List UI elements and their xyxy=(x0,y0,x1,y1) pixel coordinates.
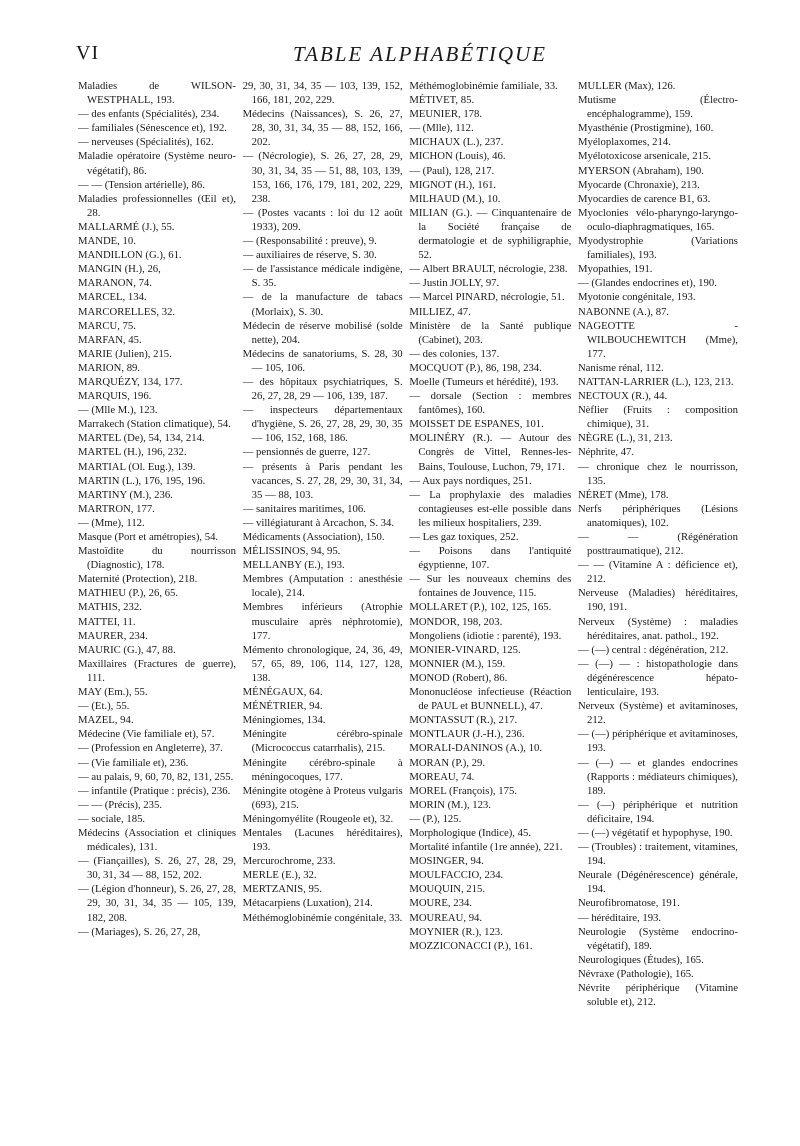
index-entry: — (—) périphérique et nutrition déficitaire, 194. xyxy=(577,798,738,825)
index-entry: — Poisons dans l'antiquité égyptienne, 107. xyxy=(409,545,572,572)
index-entry: MOSINGER, 94. xyxy=(409,855,484,868)
index-entry: — Sur les nouveaux chemins des fontaines de Jouvence, 115. xyxy=(409,573,572,600)
index-entry: — (P.), 125. xyxy=(409,812,462,825)
index-entry: Nerfs périphériques (Lésions anatomiques), 102. xyxy=(577,502,738,529)
index-entry: NÉRET (Mme), 178. xyxy=(577,488,669,501)
index-entry: MARQUIS, 196. xyxy=(78,390,152,403)
index-entry: — de la manufacture de tabacs (Morlaix), S. 30. xyxy=(242,291,403,318)
index-entry: Neurale (Dégénérescence) générale, 194. xyxy=(577,869,738,896)
index-entry: MARION, 89. xyxy=(78,361,141,374)
index-entry: Nerveux (Système) : maladies héréditaires, anat. pathol., 192. xyxy=(577,615,738,642)
index-entry: — de l'assistance médicale indigène, S. 35. xyxy=(242,263,403,290)
index-entry: MONTLAUR (J.-H.), 236. xyxy=(409,728,525,741)
index-entry: Myoclonies vélo-pharyngo-laryngo-oculo-diaphragmatiques, 165. xyxy=(577,206,738,233)
index-entry: MARCEL, 134. xyxy=(78,291,147,304)
index-entry: Médecins (Association et cliniques médicales), 131. xyxy=(78,826,236,854)
index-entry: NABONNE (A.), 87. xyxy=(577,305,670,318)
index-entry: Membres inférieurs (Atrophie musculaire après néphrotomie), 177. xyxy=(242,601,403,642)
index-entry: Myotonie congénitale, 193. xyxy=(577,291,696,304)
index-entry: — (Mlle M.), 123. xyxy=(78,404,158,417)
index-entry: — pensionnés de guerre, 127. xyxy=(242,446,371,459)
index-entry: Méningite cérébro-spinale à méningocoques, 177. xyxy=(242,756,403,783)
index-entry: MARFAN, 45. xyxy=(78,333,142,346)
index-entry: — Marcel PINARD, nécrologie, 51. xyxy=(409,291,565,304)
index-entry: MICHAUX (L.), 237. xyxy=(409,136,504,149)
index-entry: Névrite périphérique (Vitamine soluble et), 212. xyxy=(577,982,738,1009)
index-entry: MORIN (M.), 123. xyxy=(409,798,491,811)
index-entry: MONDOR, 198, 203. xyxy=(409,615,503,628)
index-entry: — Albert BRAULT, nécrologie, 238. xyxy=(409,263,568,276)
index-entry: — Aux pays nordiques, 251. xyxy=(409,474,532,487)
index-column-4 xyxy=(578,79,738,1129)
index-entry: Nanisme rénal, 112. xyxy=(577,361,664,374)
index-entry: MOUREAU, 94. xyxy=(409,911,483,924)
index-entry: MARCORELLES, 32. xyxy=(78,305,176,318)
index-entry: MARTRON, 177. xyxy=(78,502,155,515)
index-entry: Médicaments (Association), 150. xyxy=(242,531,385,543)
index-entry: — (Fiançailles), S. 26, 27, 28, 29, 30, 31, 34 — 88, 152, 202. xyxy=(78,855,236,882)
index-entry: Médecins de sanatoriums, S. 28, 30 — 105, 106. xyxy=(242,347,403,374)
index-entry: Myasthénie (Prostigmine), 160. xyxy=(577,122,714,135)
index-entry: — auxiliaires de réserve, S. 30. xyxy=(242,249,377,262)
index-entry: Méningiomes, 134. xyxy=(242,714,326,727)
index-entry: — — (Précis), 235. xyxy=(78,798,163,811)
index-entry: — (Postes vacants : loi du 12 août 1933), 209. xyxy=(242,206,403,233)
index-entry: MOZZICONACCI (P.), 161. xyxy=(409,939,533,952)
index-entry: MOLLARET (P.), 102, 125, 165. xyxy=(409,601,552,614)
index-entry: MATHIS, 232. xyxy=(78,601,142,614)
index-entry: MÉLISSINOS, 94, 95. xyxy=(242,545,341,558)
index-entry: MULLER (Max), 126. xyxy=(577,80,676,92)
index-entry: Méningite cérébro-spinale (Micrococcus catarrhalis), 215. xyxy=(242,728,403,755)
index-entry: Myéloplaxomes, 214. xyxy=(577,136,671,149)
index-entry: — inspecteurs départementaux d'hygiène, S. 26, 27, 28, 29, 30, 35 — 106, 152, 168, 186. xyxy=(242,404,403,445)
index-entry: Névraxe (Pathologie), 165. xyxy=(577,967,694,980)
index-entry: MÉNÉGAUX, 64. xyxy=(242,686,323,699)
index-entry: Membres (Amputation : anesthésie locale), 214. xyxy=(242,573,403,600)
index-entry: — (—) central : dégénération, 212. xyxy=(577,643,729,656)
index-entry: — (—) périphérique et avitaminoses, 193. xyxy=(577,728,738,755)
index-entry: NECTOUX (R.), 44. xyxy=(577,390,668,403)
index-entry: MORAN (P.), 29. xyxy=(409,756,486,769)
index-entry: MICHON (Louis), 46. xyxy=(409,150,506,163)
index-entry: MARTIN (L.), 176, 195, 196. xyxy=(78,474,206,487)
index-entry: MARTEL (H.), 196, 232. xyxy=(78,446,187,459)
index-entry: MAURIC (G.), 47, 88. xyxy=(78,643,176,656)
index-entry: — (Légion d'honneur), S. 26, 27, 28, 29, 30, 31, 34, 35 — 105, 139, 182, 208. xyxy=(78,883,236,924)
index-entry: Médecin de réserve mobilisé (solde nette), 204. xyxy=(242,319,403,346)
index-entry: Morphologique (Indice), 45. xyxy=(409,826,532,839)
index-column-3 xyxy=(409,79,571,1129)
index-column-2 xyxy=(243,79,403,1129)
index-entry: — (Mme), 112. xyxy=(78,516,145,529)
index-entry: MARTIAL (Ol. Eug.), 139. xyxy=(78,460,196,473)
index-entry: 29, 30, 31, 34, 35 — 103, 139, 152, 166, 181, 202, 229. xyxy=(242,80,403,107)
index-entry: MYERSON (Abraham), 190. xyxy=(577,164,704,177)
index-entry: Nèflier (Fruits : composition chimique), 31. xyxy=(577,404,738,431)
index-entry: MÉNÉTRIER, 94. xyxy=(242,700,323,713)
index-entry: MARCU, 75. xyxy=(78,319,136,332)
index-entry: Mercurochrome, 233. xyxy=(242,855,336,868)
index-entry: — (Profession en Angleterre), 37. xyxy=(78,742,223,755)
index-entry: — (Et.), 55. xyxy=(78,700,130,713)
index-entry: — des colonies, 137. xyxy=(409,347,500,360)
index-entry: Myocardies de carence B1, 63. xyxy=(577,192,711,205)
index-entry: MONNIER (M.), 159. xyxy=(409,657,506,670)
index-entry: Marrakech (Station climatique), 54. xyxy=(78,418,231,431)
index-entry: — familiales (Sénescence et), 192. xyxy=(78,122,227,135)
index-entry: Mutisme (Électro-encéphalogramme), 159. xyxy=(577,94,738,121)
index-entry: Neurologie (Système endocrino-végétatif), 189. xyxy=(577,925,738,952)
index-entry: Maladies de WILSON-WESTPHALL, 193. xyxy=(78,80,236,107)
index-entry: MARTINY (M.), 236. xyxy=(78,488,173,501)
index-entry: — villégiaturant à Arcachon, S. 34. xyxy=(242,516,395,529)
index-entry: Maxillaires (Fractures de guerre), 111. xyxy=(78,657,236,684)
index-entry: MILLIEZ, 47. xyxy=(409,305,471,318)
index-entry: MONOD (Robert), 86. xyxy=(409,671,508,684)
index-entry: Médecins (Naissances), S. 26, 27, 28, 30, 31, 34, 35 — 88, 152, 166, 202. xyxy=(242,108,403,149)
index-entry: MARQUÉZY, 134, 177. xyxy=(78,375,183,388)
page-title: TABLE ALPHABÉTIQUE xyxy=(293,42,547,66)
index-entry: Mongoliens (idiotie : parenté), 193. xyxy=(409,629,562,642)
index-entry: MOURE, 234. xyxy=(409,897,472,910)
index-entry: MANGIN (H.), 26, xyxy=(78,263,161,276)
index-entry: MIGNOT (H.), 161. xyxy=(409,178,497,191)
index-entry: MONIER-VINARD, 125. xyxy=(409,643,521,656)
index-entry: — chronique chez le nourrisson, 135. xyxy=(577,460,738,487)
index-entry: — (Vie familiale et), 236. xyxy=(78,756,189,769)
index-entry: MONTASSUT (R.), 217. xyxy=(409,714,518,727)
index-entry: — — (Tension artérielle), 86. xyxy=(78,178,205,191)
index-entry: MOUQUIN, 215. xyxy=(409,883,486,896)
index-entry: — nerveuses (Spécialités), 162. xyxy=(78,136,214,149)
index-entry: — (Responsabilité : preuve), 9. xyxy=(242,235,377,248)
index-columns xyxy=(78,79,738,1129)
index-entry: MAURER, 234. xyxy=(78,629,148,642)
index-entry: MOLINÉRY (R.). — Autour des Congrès de Vittel, Rennes-les-Bains, Toulouse, Luchon, 79, 171. xyxy=(409,432,572,473)
index-entry: MILIAN (G.). — Cinquantenaire de la Société française de dermatologie et de syphiligraphie, 52. xyxy=(409,206,572,262)
index-entry: Néphrite, 47. xyxy=(577,446,635,459)
index-entry: Myélotoxicose arsenicale, 215. xyxy=(577,150,711,163)
index-entry: Maladies professionnelles (Œil et), 28. xyxy=(78,192,236,219)
index-entry: Méningomyélite (Rougeole et), 32. xyxy=(242,812,394,825)
index-entry: — Justin JOLLY, 97. xyxy=(409,277,500,290)
index-entry: MOCQUOT (P.), 86, 198, 234. xyxy=(409,361,542,374)
index-entry: — héréditaire, 193. xyxy=(577,911,662,924)
index-entry: MAZEL, 94. xyxy=(78,714,134,727)
index-entry: Masque (Port et amétropies), 54. xyxy=(78,531,219,543)
index-entry: — (Mlle), 112. xyxy=(409,122,474,135)
index-entry: MARANON, 74. xyxy=(78,277,152,290)
index-entry: Maternité (Protection), 218. xyxy=(78,573,198,586)
index-entry: — — (Régénération posttraumatique), 212. xyxy=(577,531,738,558)
index-entry: MALLARMÉ (J.), 55. xyxy=(78,220,175,233)
index-entry: — (—) végétatif et hypophyse, 190. xyxy=(577,826,733,839)
index-entry: MATTEI, 11. xyxy=(78,615,136,628)
index-entry: NATTAN-LARRIER (L.), 123, 213. xyxy=(577,375,734,388)
index-entry: Neurofibromatose, 191. xyxy=(577,897,680,910)
index-entry: MOULFACCIO, 234. xyxy=(409,869,504,882)
index-entry: — (—) — et glandes endocrines (Rapports : médiateurs chimiques), 189. xyxy=(577,756,738,797)
index-entry: Mémento chronologique, 24, 36, 49, 57, 65, 89, 106, 114, 127, 128, 138. xyxy=(242,643,403,684)
index-entry: Métacarpiens (Luxation), 214. xyxy=(242,897,373,910)
index-entry: MAY (Em.), 55. xyxy=(78,686,148,699)
index-entry: — (Troubles) : traitement, vitamines, 194. xyxy=(577,841,738,868)
index-entry: Myopathies, 191. xyxy=(577,263,653,276)
index-entry: — présents à Paris pendant les vacances, S. 27, 28, 29, 30, 31, 34, 35 — 88, 103. xyxy=(242,460,403,501)
index-entry: MILHAUD (M.), 10. xyxy=(409,192,501,205)
index-entry: — dorsale (Section : membres fantômes), 160. xyxy=(409,390,572,417)
index-entry: — sanitaires maritimes, 106. xyxy=(242,502,366,515)
index-entry: MERLE (E.), 32. xyxy=(242,869,317,882)
index-entry: MANDILLON (G.), 61. xyxy=(78,249,182,262)
index-entry: Maladie opératoire (Système neuro-végétatif), 86. xyxy=(78,150,236,177)
index-entry: MOYNIER (R.), 123. xyxy=(409,925,503,938)
index-entry: Ministère de la Santé publique (Cabinet), 203. xyxy=(409,319,572,346)
index-entry: Mononucléose infectieuse (Réaction de PAUL et BUNNELL), 47. xyxy=(409,686,572,713)
index-entry: MARTEL (De), 54, 134, 214. xyxy=(78,432,205,445)
index-entry: MERTZANIS, 95. xyxy=(242,883,322,896)
index-entry: Mentales (Lacunes héréditaires), 193. xyxy=(242,826,403,854)
index-entry: — (—) — : histopathologie dans dégénérescence hépato-lenticulaire, 193. xyxy=(577,657,738,699)
index-entry: Méthémoglobinémie congénitale, 33. xyxy=(242,911,403,924)
index-entry: — (Glandes endocrines et), 190. xyxy=(577,277,717,290)
index-entry: — au palais, 9, 60, 70, 82, 131, 255. xyxy=(78,770,234,783)
index-entry: MANDE, 10. xyxy=(78,235,136,248)
index-column-1 xyxy=(78,79,236,1129)
index-entry: NAGEOTTE - WILBOUCHEWITCH (Mme), 177. xyxy=(577,319,738,360)
index-entry: MOREL (François), 175. xyxy=(409,784,517,797)
index-entry: Myodystrophie (Variations familiales), 193. xyxy=(577,235,738,262)
index-entry: Nerveux (Système) et avitaminoses, 212. xyxy=(577,700,738,727)
index-entry: MORALI-DANINOS (A.), 10. xyxy=(409,742,543,755)
index-entry: — sociale, 185. xyxy=(78,812,146,825)
index-entry: Mastoïdite du nourrisson (Diagnostic), 178. xyxy=(78,545,236,572)
index-entry: — (Paul), 128, 217. xyxy=(409,164,495,177)
index-entry: MOREAU, 74. xyxy=(409,770,475,783)
index-entry: — (Mariages), S. 26, 27, 28, xyxy=(78,925,201,938)
index-entry: Neurologiques (Études), 165. xyxy=(577,953,704,966)
index-entry: — La prophylaxie des maladies contagieuses est-elle possible dans les milieux hospitaliers, 239. xyxy=(409,488,572,529)
index-entry: Méningite otogène à Proteus vulgaris (693), 215. xyxy=(242,784,403,811)
index-entry: — (Nécrologie), S. 26, 27, 28, 29, 30, 31, 34, 35 — 51, 88, 103, 139, 153, 166, 176, 179, 181, 202, 229, 238. xyxy=(242,150,403,205)
index-entry: MEUNIER, 178. xyxy=(409,108,483,121)
index-entry: MOISSET DE ESPANES, 101. xyxy=(409,418,544,431)
index-entry: Moelle (Tumeurs et hérédité), 193. xyxy=(409,375,559,388)
index-entry: — des hôpitaux psychiatriques, S. 26, 27, 28, 29 — 106, 139, 187. xyxy=(242,375,403,403)
index-entry: Médecine (Vie familiale et), 57. xyxy=(78,728,215,741)
index-entry: NÈGRE (L.), 31, 213. xyxy=(577,432,673,445)
index-entry: — Les gaz toxiques, 252. xyxy=(409,531,519,543)
index-entry: Myocarde (Chronaxie), 213. xyxy=(577,178,700,191)
index-entry: MELLANBY (E.), 193. xyxy=(242,559,345,572)
index-entry: MARIE (Julien), 215. xyxy=(78,347,172,360)
index-entry: MÉTIVET, 85. xyxy=(409,94,475,107)
index-entry: — infantile (Pratique : précis), 236. xyxy=(78,784,231,797)
page-number: VI xyxy=(76,42,100,64)
index-entry: Nerveuse (Maladies) héréditaires, 190, 191. xyxy=(577,587,738,614)
index-entry: Mortalité infantile (1re année), 221. xyxy=(409,841,563,854)
index-entry: — des enfants (Spécialités), 234. xyxy=(78,108,220,121)
index-entry: — — (Vitamine A : déficience et), 212. xyxy=(577,559,738,586)
index-entry: MATHIEU (P.), 26, 65. xyxy=(78,587,179,600)
index-entry: Méthémoglobinémie familiale, 33. xyxy=(409,80,558,92)
